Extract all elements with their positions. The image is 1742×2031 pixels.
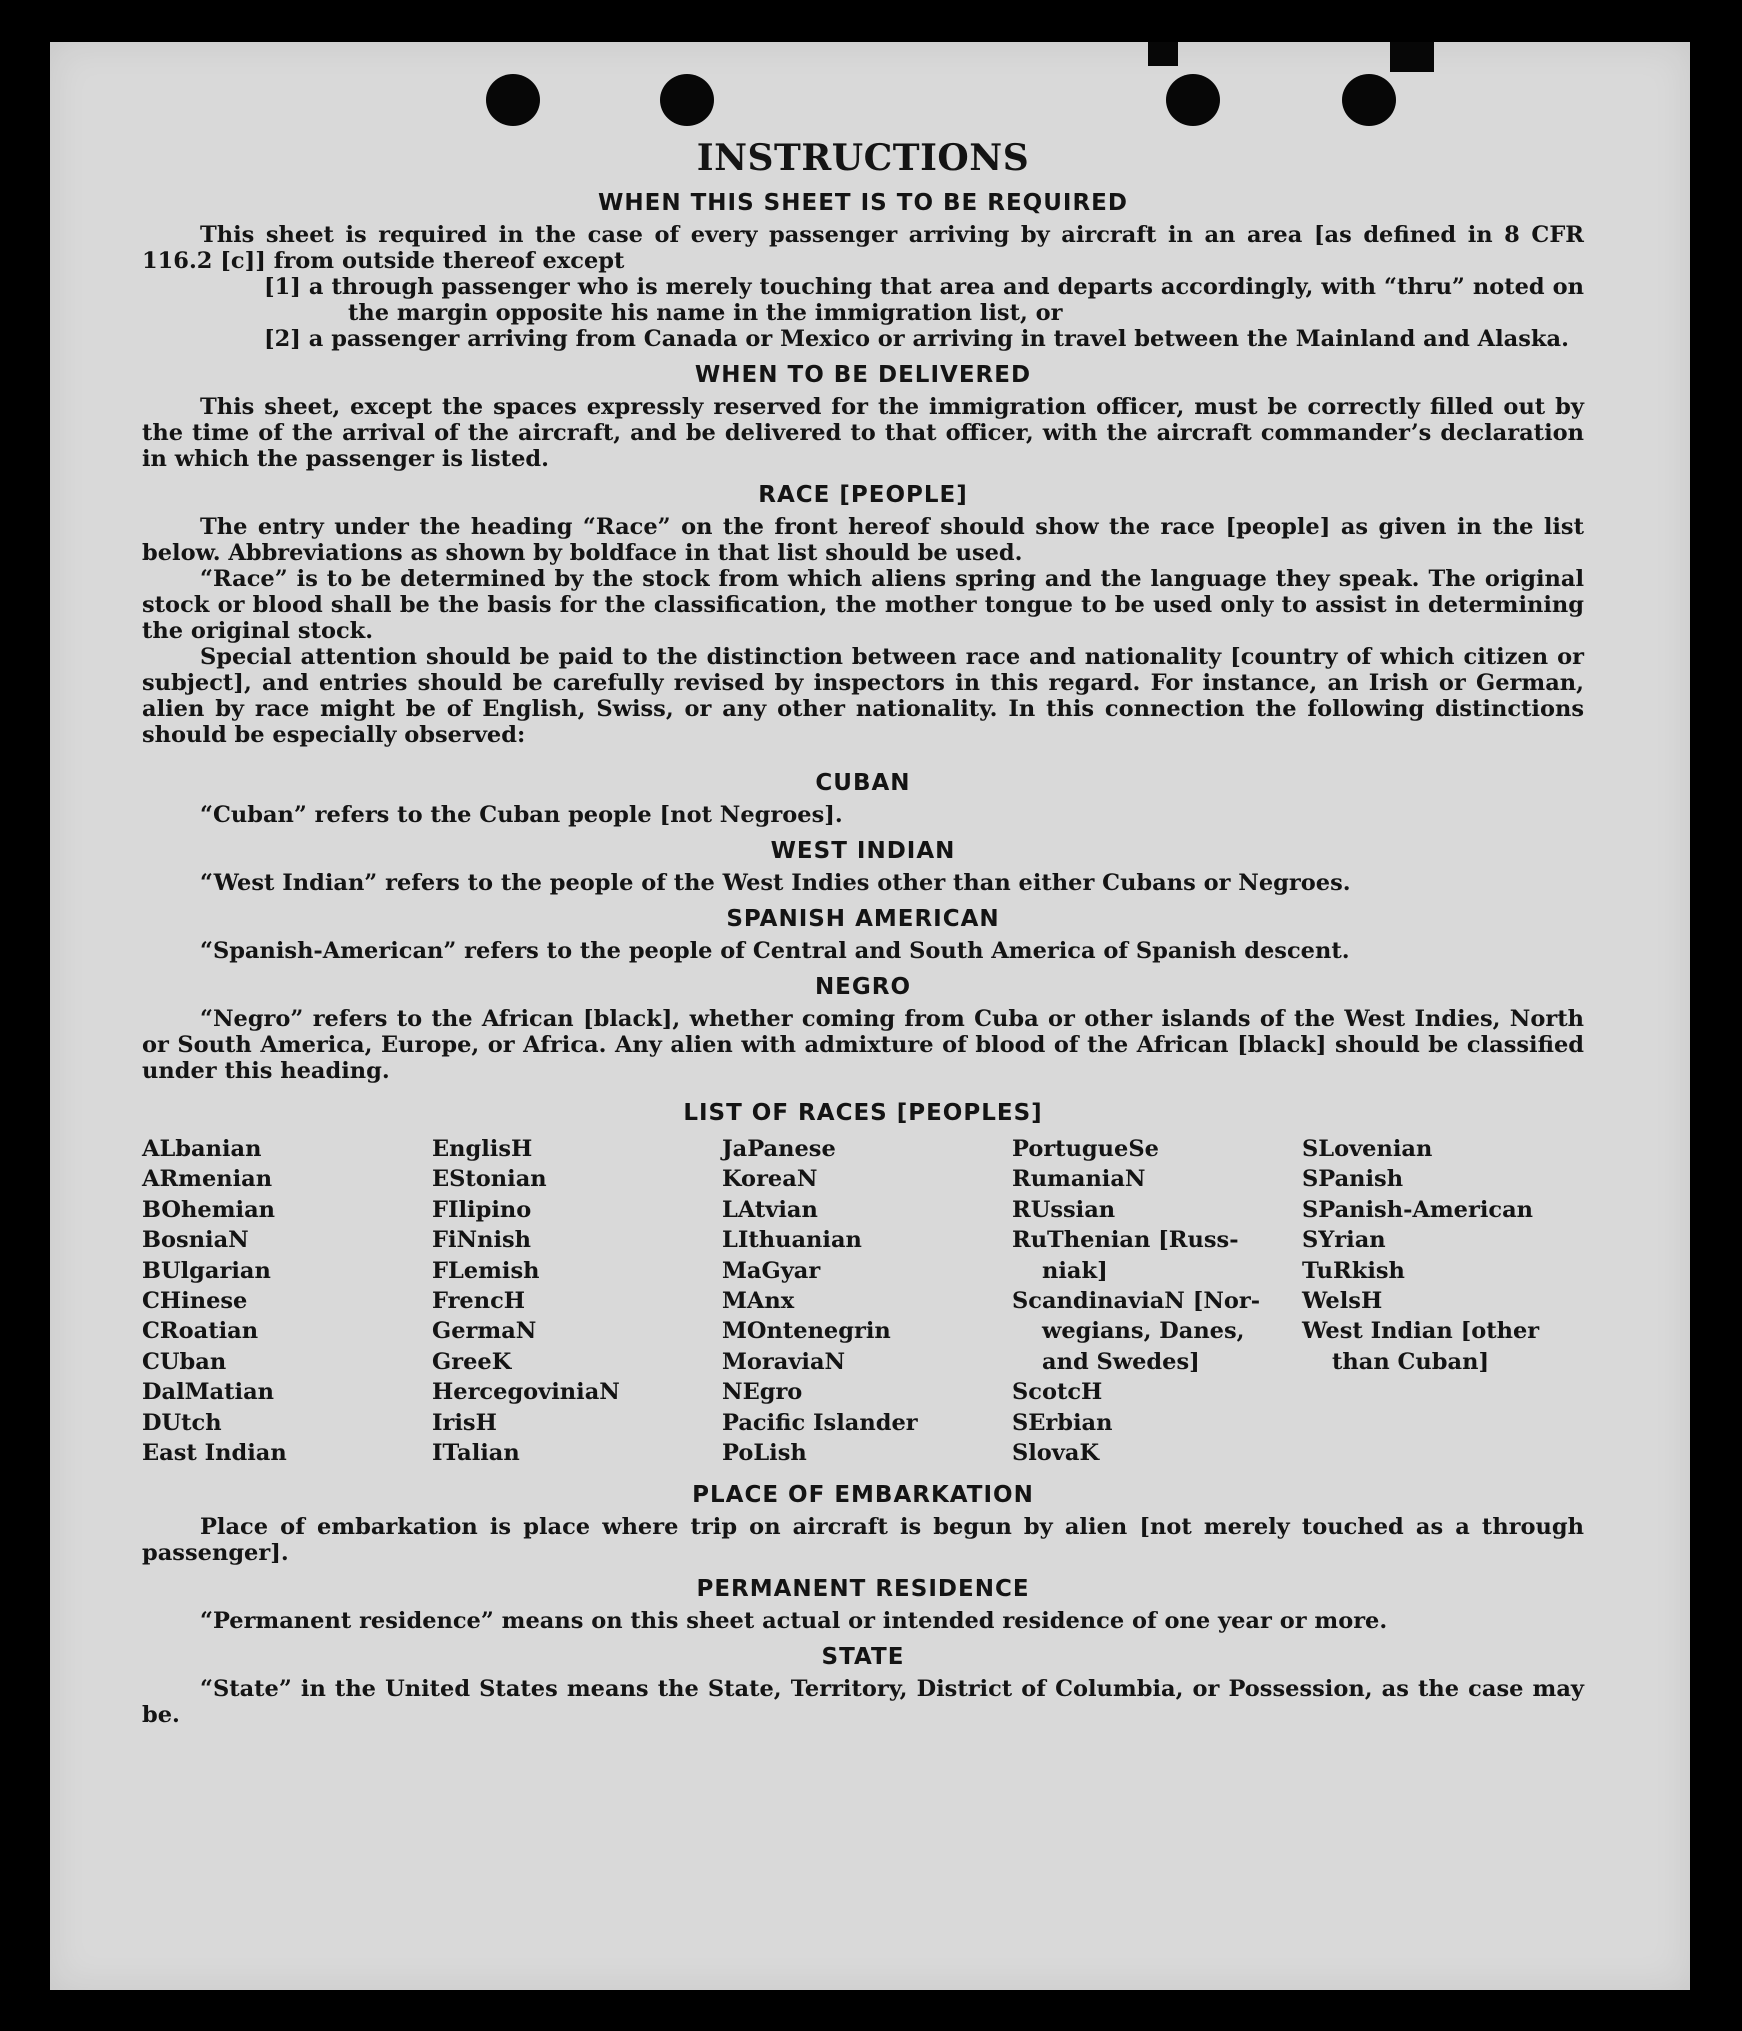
heading-delivered: WHEN TO BE DELIVERED xyxy=(694,362,1032,388)
residence-text: “Permanent residence” means on this sheet actual or intended residence of one year or more. xyxy=(200,1608,1388,1635)
torn-edge xyxy=(1148,42,1178,66)
list-item: FrencH xyxy=(432,1288,526,1315)
page-title: INSTRUCTIONS xyxy=(696,137,1030,179)
list-item: TuRkish xyxy=(1302,1257,1405,1284)
required-item-2: [2] a passenger arriving from Canada or Mexico or arriving in travel between the Mainland and Alaska. xyxy=(264,326,1569,352)
list-item: DUtch xyxy=(142,1409,222,1436)
document-sheet xyxy=(50,42,1690,1990)
list-item: MOntenegrin xyxy=(722,1318,891,1345)
list-item: IrisH xyxy=(432,1409,497,1436)
list-item: JaPanese xyxy=(722,1136,836,1162)
list-item: SLovenian xyxy=(1302,1136,1433,1162)
list-item: PortugueSe xyxy=(1012,1136,1159,1162)
list-item: SlovaK xyxy=(1012,1440,1100,1467)
list-item: ScandinaviaN [Nor- xyxy=(1012,1288,1261,1315)
heading-west-indian: WEST INDIAN xyxy=(770,838,956,864)
required-intro: This sheet is required in the case of every passenger arriving by aircraft in an area [as defined in 8 CFR 116.2 [c]] from outside thereof except xyxy=(142,222,1584,274)
list-item: MoraviaN xyxy=(722,1348,846,1375)
heading-negro: NEGRO xyxy=(814,974,912,1000)
list-item: CRoatian xyxy=(142,1318,259,1345)
torn-edge xyxy=(1390,42,1434,72)
instructions-content xyxy=(142,136,1584,1728)
race-paragraph-2: “Race” is to be determined by the stock from which aliens spring and the language they speak. The original stock or blood shall be the basis for the classification, the mother tongue to be used only to assist in determining the original stock. xyxy=(142,566,1584,644)
list-item: and Swedes] xyxy=(1042,1348,1200,1375)
race-paragraph-3: Special attention should be paid to the distinction between race and nationality [country of which citizen or subject], and entries should be carefully revised by inspectors in this regard. For instance, an Irish or German, alien by race might be of English, Swiss, or any other nationality. In this connection the following distinctions should be especially observed: xyxy=(142,644,1584,748)
list-item: CUban xyxy=(142,1348,227,1375)
races-column-1 xyxy=(142,1134,432,1468)
list-item: SPanish xyxy=(1302,1166,1404,1193)
punch-hole xyxy=(1342,74,1396,126)
list-item: RUssian xyxy=(1012,1196,1116,1223)
list-item: BosniaN xyxy=(142,1227,249,1254)
heading-cuban: CUBAN xyxy=(815,770,911,796)
punch-hole xyxy=(486,74,540,126)
list-item: West Indian [other xyxy=(1302,1318,1540,1345)
cuban-text: “Cuban” refers to the Cuban people [not Negroes]. xyxy=(200,802,843,828)
list-item: FIlipino xyxy=(432,1196,532,1223)
races-list xyxy=(142,1134,1584,1468)
state-text: “State” in the United States means the State, Territory, District of Columbia, or Possession, as the case may be. xyxy=(142,1676,1584,1729)
list-item: NEgro xyxy=(722,1379,803,1406)
delivered-text: This sheet, except the spaces expressly reserved for the immigration officer, must be correctly filled out by the time of the arrival of the aircraft, and be delivered to that officer, with the aircraft commander’s declaration in which the passenger is listed. xyxy=(142,394,1584,472)
list-item: DalMatian xyxy=(142,1379,275,1406)
west-indian-text: “West Indian” refers to the people of the West Indies other than either Cubans or Negroes. xyxy=(200,870,1351,896)
list-item: MAnx xyxy=(722,1288,795,1315)
list-item: SYrian xyxy=(1302,1227,1386,1254)
heading-required: WHEN THIS SHEET IS TO BE REQUIRED xyxy=(598,190,1128,216)
list-item: GreeK xyxy=(432,1348,512,1375)
races-column-5 xyxy=(1302,1134,1584,1468)
list-item: CHinese xyxy=(142,1288,248,1315)
heading-spanish-american: SPANISH AMERICAN xyxy=(726,906,1000,932)
required-item-1: [1] a through passenger who is merely touching that area and departs accordingly, with “thru” noted on the margin opposite his name in the immigration list, or xyxy=(264,274,1584,326)
list-item: EnglisH xyxy=(432,1136,533,1162)
embarkation-text: Place of embarkation is place where trip on aircraft is begun by alien [not merely touched as a through passenger]. xyxy=(142,1514,1584,1567)
list-item: WelsH xyxy=(1302,1288,1383,1315)
heading-list-of-races: LIST OF RACES [PEOPLES] xyxy=(683,1100,1043,1126)
list-item: RuThenian [Russ- xyxy=(1012,1227,1239,1254)
races-column-2 xyxy=(432,1134,722,1468)
list-item: BOhemian xyxy=(142,1196,276,1223)
list-item: GermaN xyxy=(432,1318,537,1345)
list-item: BUlgarian xyxy=(142,1257,271,1284)
list-item: than Cuban] xyxy=(1332,1348,1490,1375)
heading-state: STATE xyxy=(821,1644,905,1671)
list-item: SErbian xyxy=(1012,1409,1113,1436)
list-item: LIthuanian xyxy=(722,1227,862,1254)
list-item: ITalian xyxy=(432,1440,520,1467)
list-item: FiNnish xyxy=(432,1227,532,1254)
list-item: PoLish xyxy=(722,1440,807,1467)
list-item: ALbanian xyxy=(142,1136,262,1162)
list-item: FLemish xyxy=(432,1257,540,1284)
list-item: KoreaN xyxy=(722,1166,818,1193)
list-item: Pacific Islander xyxy=(722,1409,918,1436)
list-item: East Indian xyxy=(142,1440,287,1467)
punch-hole xyxy=(1166,74,1220,126)
races-column-3 xyxy=(722,1134,1012,1468)
list-item: wegians, Danes, xyxy=(1042,1318,1245,1345)
list-item: niak] xyxy=(1042,1257,1108,1284)
heading-embarkation: PLACE OF EMBARKATION xyxy=(692,1482,1034,1509)
list-item: ARmenian xyxy=(142,1166,273,1193)
list-item: SPanish-American xyxy=(1302,1196,1534,1223)
list-item: MaGyar xyxy=(722,1257,821,1284)
list-item: RumaniaN xyxy=(1012,1166,1146,1193)
heading-race: RACE [PEOPLE] xyxy=(758,482,968,508)
punch-hole xyxy=(660,74,714,126)
list-item: HercegoviniaN xyxy=(432,1379,620,1406)
list-item: EStonian xyxy=(432,1166,547,1193)
negro-text: “Negro” refers to the African [black], whether coming from Cuba or other islands of the West Indies, North or South America, Europe, or Africa. Any alien with admixture of blood of the African [black] should be classified under this heading. xyxy=(142,1006,1584,1084)
spanish-american-text: “Spanish-American” refers to the people of Central and South America of Spanish descent. xyxy=(200,938,1350,964)
race-paragraph-1: The entry under the heading “Race” on the front hereof should show the race [people] as given in the list below. Abbreviations as shown by boldface in that list should be used. xyxy=(142,514,1584,566)
races-column-4 xyxy=(1012,1134,1302,1468)
heading-permanent-residence: PERMANENT RESIDENCE xyxy=(696,1576,1030,1603)
list-item: ScotcH xyxy=(1012,1379,1103,1406)
list-item: LAtvian xyxy=(722,1196,818,1223)
